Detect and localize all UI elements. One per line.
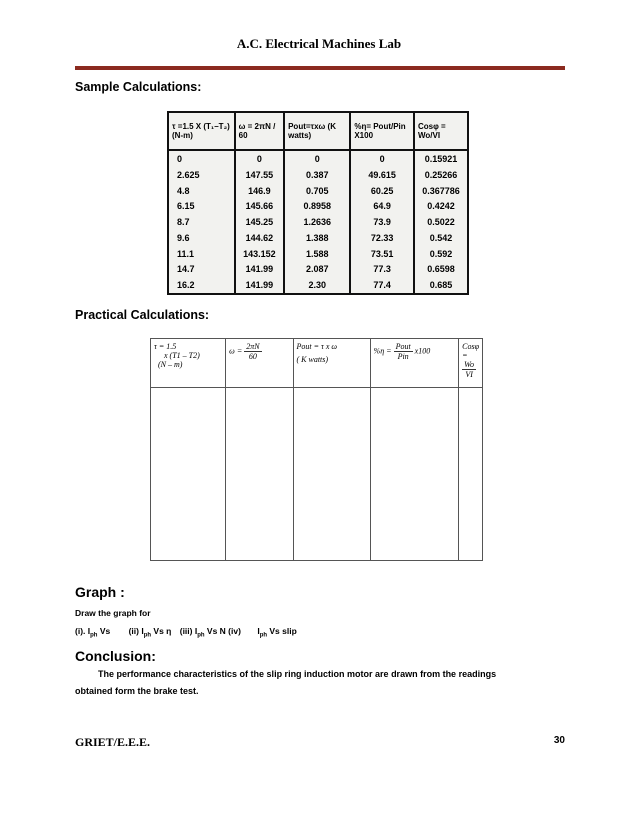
sample-table-cell: 14.7 — [169, 261, 235, 277]
sample-table-cell: 2.087 — [284, 261, 350, 277]
sample-table-cell: 143.152 — [235, 246, 284, 262]
sample-table-cell: 2.30 — [284, 277, 350, 293]
sample-table-row — [169, 198, 467, 214]
sample-table-cell: 0 — [350, 150, 414, 167]
blank-cell — [293, 388, 370, 561]
sample-table-cell: 0.542 — [429, 232, 453, 243]
page-number: 30 — [553, 735, 565, 746]
running-header: A.C. Electrical Machines Lab — [236, 36, 402, 51]
sample-header-omega: ω = 2πN / 60 — [235, 113, 284, 150]
sample-table-cell: 146.9 — [235, 183, 284, 199]
sample-table-row — [169, 246, 467, 262]
practical-header-pout — [293, 339, 370, 388]
sample-table-cell: 0 — [235, 150, 284, 167]
omega-fraction — [244, 342, 261, 361]
torque-line-3: (N – m) — [158, 360, 183, 369]
sample-table-row — [169, 277, 467, 293]
sample-table-cell: 9.6 — [169, 230, 235, 246]
conclusion-line-1: The performance characteristics of the slip ring induction motor are drawn from the readings — [98, 669, 497, 679]
pf-fraction — [462, 360, 476, 379]
sample-table-row — [169, 167, 467, 183]
sample-table-cell: 11.1 — [169, 246, 235, 262]
sample-table-cell: 0.592 — [429, 248, 453, 259]
sample-table-cell: 0 — [284, 150, 350, 167]
sample-table-row — [169, 230, 467, 246]
practical-calculations-table — [150, 338, 483, 552]
sample-table-cell: 145.25 — [235, 214, 284, 230]
omega-lhs: ω = — [229, 346, 243, 356]
sample-table-cell: 141.99 — [235, 277, 284, 293]
footer-department: GRIET/E.E.E. — [75, 735, 151, 749]
graph-item-iv: $I_{ph}$ Vs slip — [257, 626, 297, 639]
conclusion-text — [75, 666, 565, 700]
blank-cell — [151, 388, 226, 561]
blank-cell — [370, 388, 459, 561]
sample-table-cell: 147.55 — [235, 167, 284, 183]
torque-line-1: τ = 1.5 — [154, 342, 177, 351]
sample-table-cell: 0.15921 — [424, 153, 458, 164]
conclusion-heading: Conclusion: — [75, 648, 156, 664]
sample-table-cell: 73.9 — [350, 214, 414, 230]
sample-table-cell: 0.387 — [284, 167, 350, 183]
sample-table-cell: 1.388 — [284, 230, 350, 246]
sample-table-cell: 0.8958 — [284, 198, 350, 214]
torque-line-2: x (T1 – T2) — [164, 351, 200, 360]
sample-table-cell: 77.4 — [350, 277, 414, 293]
practical-table-blank-row — [151, 388, 483, 561]
efficiency-fraction — [394, 342, 413, 361]
efficiency-numerator: Pout — [395, 342, 411, 351]
sample-table-cell: 145.66 — [235, 198, 284, 214]
practical-table-header-row — [151, 339, 483, 388]
efficiency-denominator: Pin — [397, 352, 409, 361]
practical-header-torque — [151, 339, 226, 388]
header-rule — [75, 66, 565, 70]
efficiency-rhs: x100 — [414, 346, 431, 356]
sample-header-efficiency: %η= Pout/Pin X100 — [350, 113, 414, 150]
sample-table-cell: 72.33 — [350, 230, 414, 246]
efficiency-lhs: %η = — [373, 346, 392, 356]
blank-cell — [459, 388, 483, 561]
sample-header-torque: τ =1.5 X (T₁–T₂) (N-m) — [169, 113, 235, 150]
omega-denominator: 60 — [248, 352, 257, 361]
sample-table-row — [169, 183, 467, 199]
sample-table-cell: 8.7 — [169, 214, 235, 230]
sample-table-cell: 6.15 — [169, 198, 235, 214]
sample-table-cell: 16.2 — [169, 277, 235, 293]
sample-table-cell: 4.8 — [169, 183, 235, 199]
graph-items — [75, 626, 297, 639]
sample-table-cell: 73.51 — [350, 246, 414, 262]
sample-table-header-row — [169, 113, 467, 150]
conclusion-line-2: obtained form the brake test. — [75, 686, 199, 696]
sample-table-cell: 0.6598 — [427, 264, 455, 275]
omega-numerator: 2πN — [246, 342, 260, 351]
practical-header-omega — [226, 339, 293, 388]
sample-table-cell: 1.588 — [284, 246, 350, 262]
sample-table-cell: 0.705 — [284, 183, 350, 199]
practical-calculations-heading: Practical Calculations: — [75, 308, 210, 322]
sample-table-cell: 77.3 — [350, 261, 414, 277]
practical-header-power-factor — [459, 339, 483, 388]
sample-table-row — [169, 150, 467, 167]
sample-table-cell: 2.625 — [169, 167, 235, 183]
pf-numerator: Wo — [464, 360, 475, 369]
graph-item-ii: (ii) $I_{ph}$ Vs η — [128, 626, 172, 639]
pf-lhs: Cosφ = — [462, 342, 479, 360]
sample-table-row — [169, 261, 467, 277]
graph-item-iii: (iii) $I_{ph}$ Vs N (iv) — [179, 626, 241, 639]
sample-table-cell: 0.25266 — [424, 169, 458, 180]
blank-cell — [226, 388, 293, 561]
pout-line-1: Pout = τ x ω — [296, 342, 338, 351]
graph-item-i: (i). $I_{ph}$ Vs — [75, 626, 111, 639]
sample-table-cell: 49.615 — [350, 167, 414, 183]
sample-table-row — [169, 214, 467, 230]
sample-table-cell: 144.62 — [235, 230, 284, 246]
pf-denominator: VI — [465, 370, 473, 379]
sample-table-cell: 60.25 — [350, 183, 414, 199]
practical-header-efficiency — [370, 339, 459, 388]
pout-line-2: ( K watts) — [296, 355, 329, 364]
graph-instruction: Draw the graph for — [75, 608, 151, 618]
graph-heading: Graph : — [75, 584, 125, 600]
sample-header-power-factor: Cosφ = Wo/VI — [414, 113, 467, 150]
sample-table-cell: 0.367786 — [422, 185, 460, 196]
sample-calculations-table — [167, 111, 469, 295]
sample-header-pout: Pout=τxω (K watts) — [284, 113, 350, 150]
sample-table-cell: 0 — [169, 150, 235, 167]
sample-table-cell: 141.99 — [235, 261, 284, 277]
sample-table-cell: 0.685 — [429, 280, 453, 291]
sample-table-cell: 64.9 — [350, 198, 414, 214]
sample-table-cell: 1.2636 — [284, 214, 350, 230]
sample-table-cell: 0.5022 — [427, 217, 455, 227]
sample-table-cell: 0.4242 — [427, 201, 455, 212]
sample-calculations-heading: Sample Calculations: — [75, 80, 202, 94]
